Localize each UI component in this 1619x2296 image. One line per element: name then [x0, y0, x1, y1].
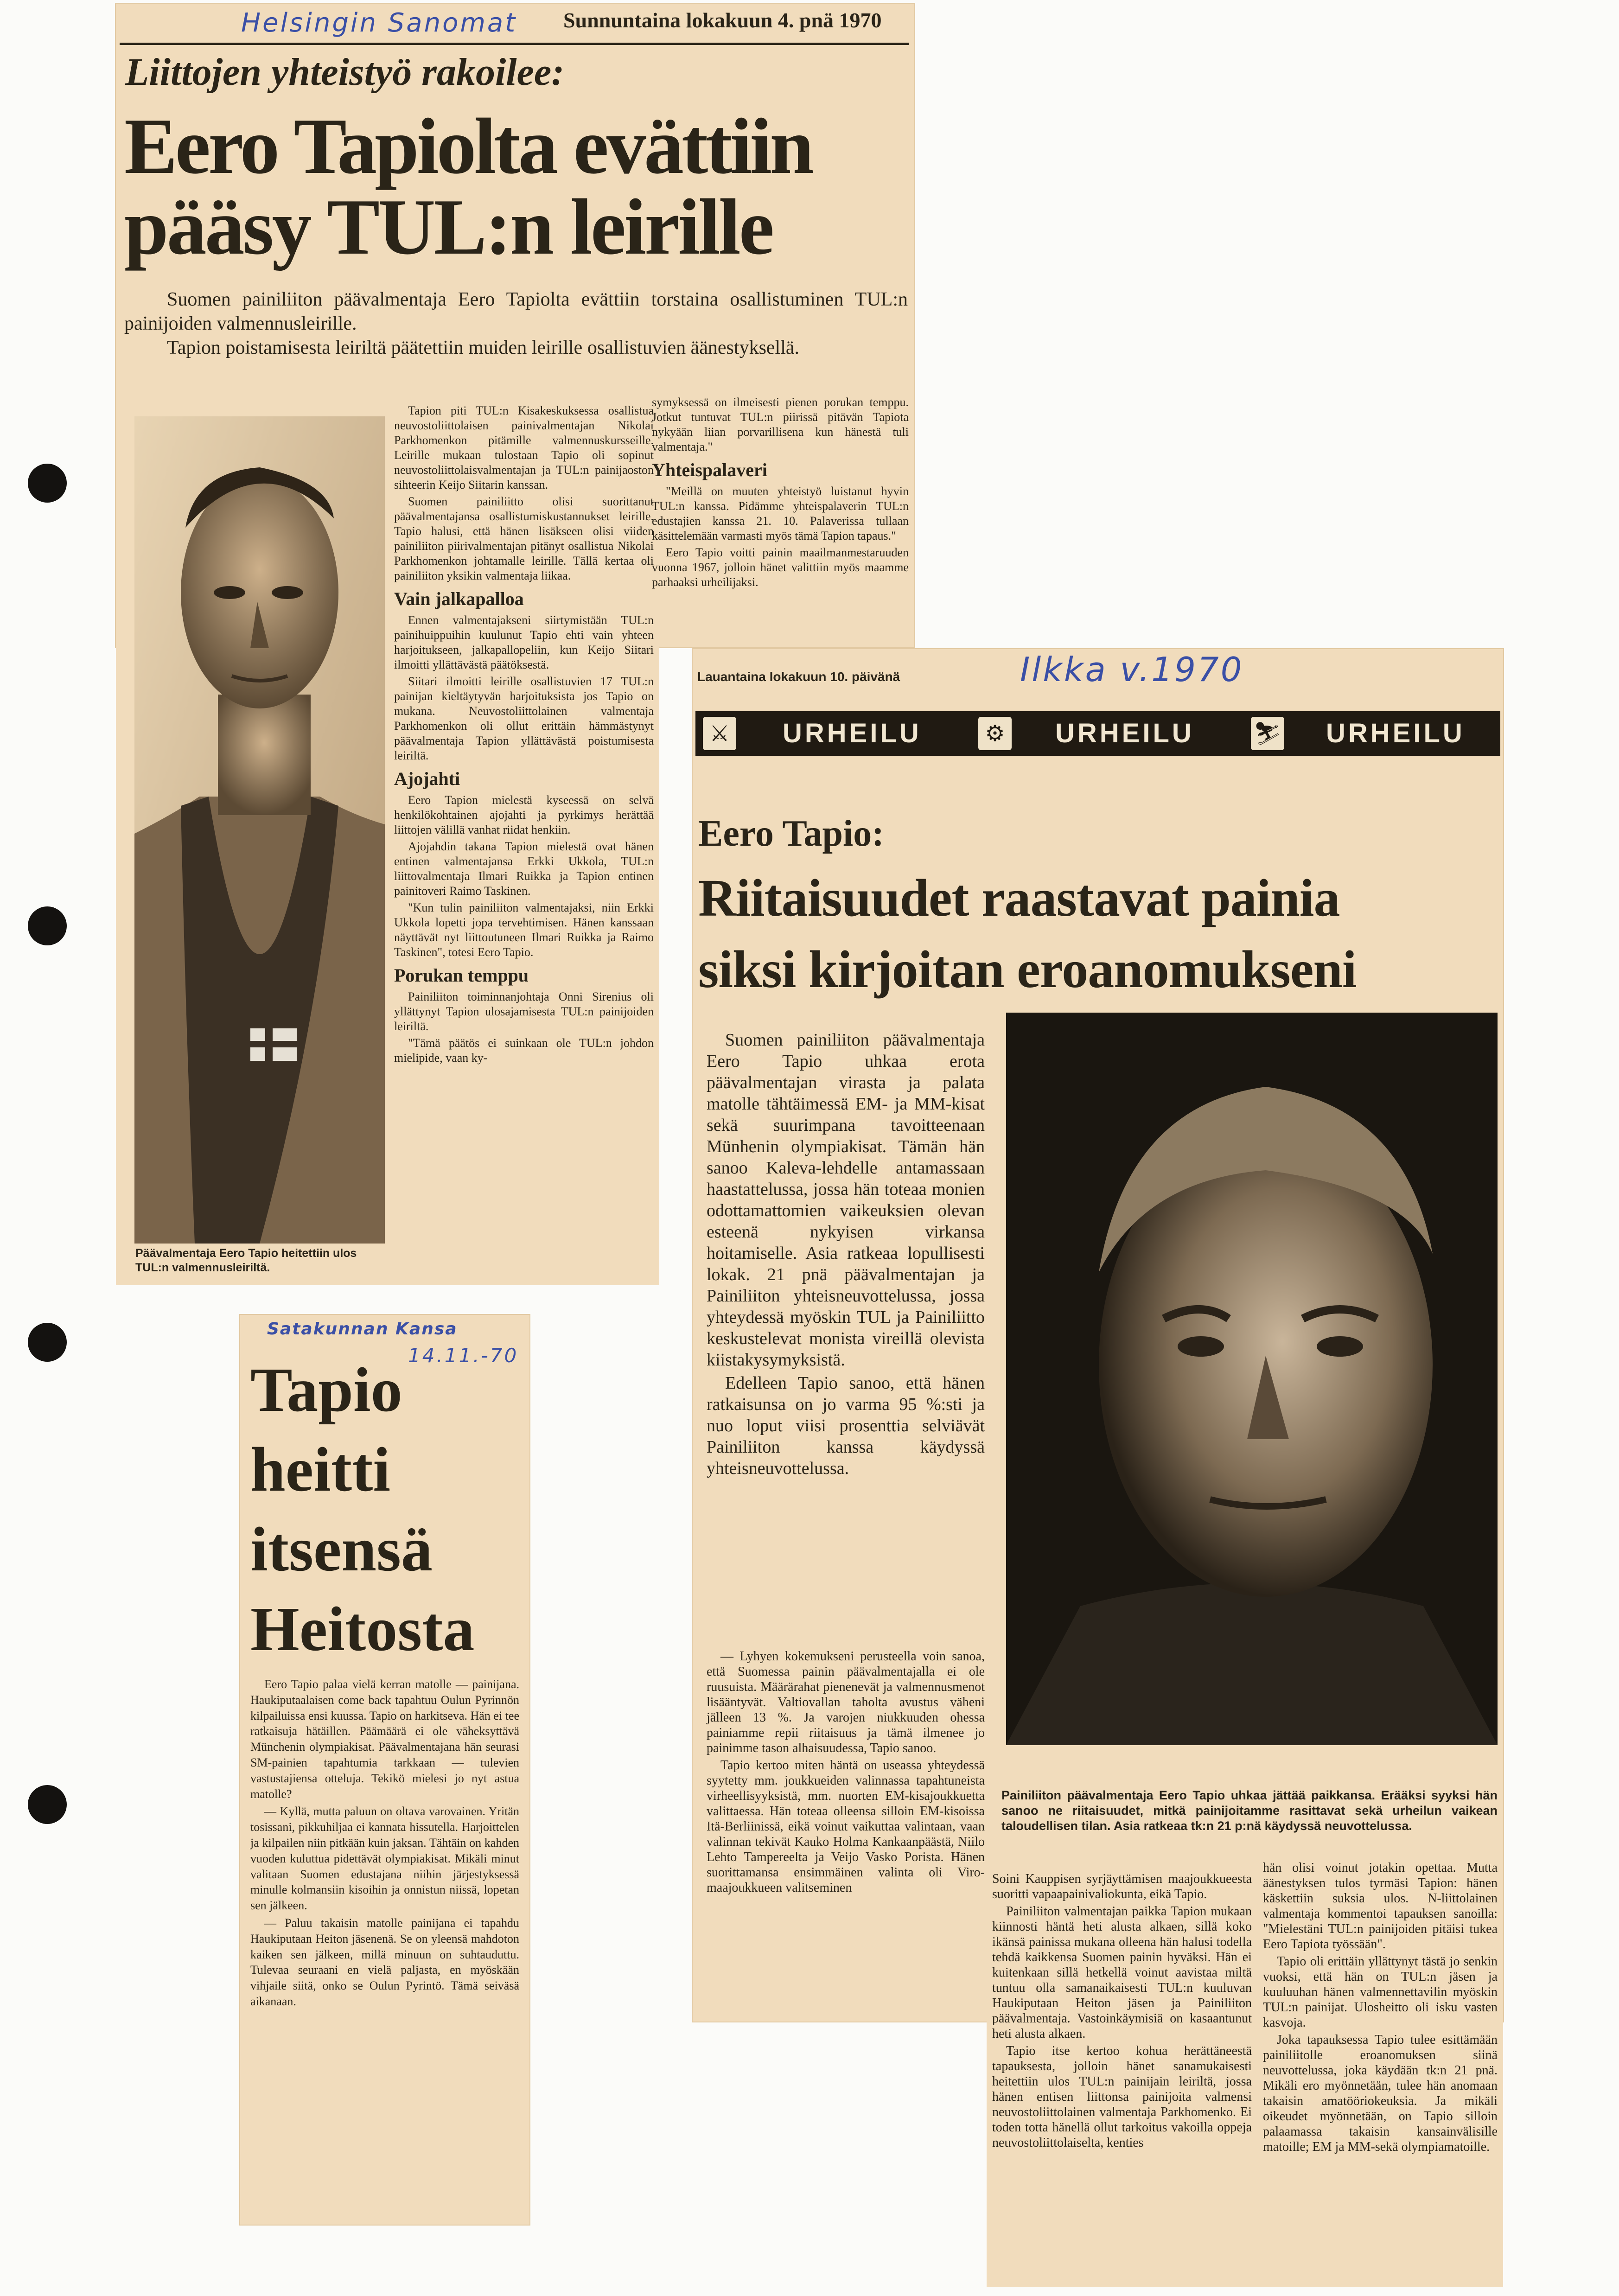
lead-p1: Suomen painiliiton päävalmentaja Eero Tapiolta evättiin torstaina osallistuminen TUL:n painijoiden valmennusleirille. [124, 289, 908, 334]
body-paragraph: — Kyllä, mutta paluun on oltava varovainen. Yritän tosissani, pikkuhiljaa ei kannata hissutella. Harjoittelen ja kilpailen niin pitkään kuin jaksan. Tähtäin on kahden vuoden kuluttua pidettävät olympiakisat. Mikäli minut valitaan Suomen edustajana niihin järjestyksessä minulle kolmansiin kisoihin ja onnistun niissä, lopetan sen jälkeen. [250, 1805, 519, 1913]
article-column [707, 1649, 985, 1897]
body-paragraph: Tapio oli erittäin yllättynyt tästä jo senkin vuoksi, että hän on TUL:n jäsen ja kuuluuhan hänen valmennettavilin myöskin TUL:n painijat. Ulosheitto oli isku vasten kasvoja. [1263, 1954, 1498, 2030]
body-paragraph: Soini Kauppisen syrjäyttämisen maajoukkueesta suoritti vapaapainivaliokunta, eikä Tapio. [992, 1872, 1252, 1901]
article-column-2 [652, 395, 909, 592]
banner-icon-cycling: ⚙ [978, 717, 1012, 750]
body-paragraph: Eero Tapio palaa vielä kerran matolle — painijana. Haukiputaalaisen come back tapahtuu Oulun Pyrinnön kilpailuissa ensi kuussa. Tapio on harkitseva. Hän ei tee ratkaisuja hätäillen. Päämäärä ei ole väheksyttävä Münchenin olympiakisat. Päävalmentajana hän seurasi SM-painien tapahtumia tarkkaan — tulevien vastustajiensa otteluja. Tekikö mielesi jo nyt astua matolle? [250, 1677, 519, 1801]
handwritten-source: Helsingin Sanomat [241, 8, 517, 38]
article-body [250, 1677, 519, 2011]
body-paragraph: Ajojahdin takana Tapion mielestä ovat hänen entinen valmentajansa Erkki Ukkola, TUL:n liittovalmentaja Ilmari Ruikka ja Tapion entinen painitoveri Raimo Taskinen. [394, 840, 654, 898]
banner-label: URHEILU [783, 718, 922, 748]
kicker: Eero Tapio: [698, 813, 884, 854]
photo-eero-tapio-wrestler [134, 416, 385, 1244]
article-lead-column [707, 1029, 985, 1481]
lead-text [124, 287, 908, 360]
subheading: Ajojahti [394, 768, 460, 789]
handwritten-date: 14.11.-70 [408, 1344, 519, 1367]
section-banner [695, 711, 1500, 756]
headline-line1: Riitaisuudet raastavat painia [698, 868, 1340, 927]
binder-hole [28, 464, 67, 503]
body-paragraph: Tapion piti TUL:n Kisakeskuksessa osallistua neuvostoliittolaisen painivalmentajan Nikolai Parkhomenkon pitämille valmennuskursseille. Leirille mukaan tulostaan Tapio oli sopinut neuvostoliittolaisvalmentajan ja TUL:n painijaoston sihteerin Keijo Siitarin kanssan. [394, 404, 654, 491]
body-paragraph: Tapio kertoo miten häntä on useassa yhteydessä syytetty mm. joukkueiden valinnassa tapahtuneista virheellisyyksistä, mm. nuorten EM-kisajoukkuetta valittaessa. Hän toteaa olleensa silloin EM-kisoissa Itä-Berliinissä, eikä voinut vaikuttaa valintaan, vaan valinnan tekivät Kauko Holma Kankaanpäästä, Niilo Lehto Tampereelta ja Veijo Vasko Porista. Hänen suorittamansa ensimmäinen valinta oli Viro-maajoukkueen valitseminen [707, 1758, 985, 1895]
headline-line: Tapio [250, 1355, 402, 1425]
binder-hole [28, 906, 67, 945]
body-paragraph: Painiliiton toiminnanjohtaja Onni Sirenius oli yllättynyt Tapion ulosajamisesta TUL:n painijoiden leiriltä. [394, 990, 654, 1033]
dateline: Sunnuntaina lokakuun 4. pnä 1970 [563, 8, 882, 32]
headline-line2: siksi kirjoitan eroanomukseni [698, 940, 1357, 999]
headline-line: heitti [250, 1435, 391, 1505]
article-column-1 [394, 403, 654, 1067]
body-paragraph: "Kun tulin painiliiton valmentajaksi, niin Erkki Ukkola lopetti jopa tervehtimisen. Hänen kanssaan näyttävät nyt liittoutuneen Ilmari Ruikka ja Raimo Taskinen", totesi Eero Tapio. [394, 901, 654, 959]
subheading: Yhteispalaveri [652, 459, 767, 480]
rule [120, 43, 909, 45]
body-paragraph: — Paluu takaisin matolle painijana ei tapahdu Haukiputaan Heiton jäsenenä. Se on yleensä mahdoton kaiken sen jälkeen, millä minuun on suhtauduttu. Tulevaa seuraani en vielä paljasta, en myöskään vihjaile siitä, onko se Oulun Pyrintö. Tämä seiväsä aikanaan. [250, 1916, 519, 2008]
subheading: Vain jalkapalloa [394, 588, 524, 609]
headline-line: Heitosta [250, 1594, 475, 1664]
body-paragraph: Eero Tapio voitti painin maailmanmestaruuden vuonna 1967, jolloin hänet valittiin myös maamme parhaaksi urheilijaksi. [652, 546, 909, 589]
article-column [992, 1871, 1252, 2152]
kicker: Liittojen yhteistyö rakoilee: [125, 51, 565, 94]
subheading: Porukan temppu [394, 965, 529, 986]
body-paragraph: Painiliiton valmentajan paikka Tapion mukaan kiinnosti häntä heti alusta alkaen, sillä koko ikänsä painissa mukana olleena hän halusi todella tehdä kaikkensa Suomen painin hyväksi. Hän ei kuitenkaan sillä hetkellä voinut aavistaa miltä tuntuu olla samanaikaisesti TUL:n kuuluvan Haukiputaan Heiton jäsen ja Painiliiton päävalmentaja. Vastoinkäymisiä on kasaantunut heti alusta alkaen. [992, 1904, 1252, 2041]
body-paragraph: Eero Tapion mielestä kyseessä on selvä henkilökohtainen ajojahti ja pyrkimys herättää liittojen välillä vanhat riidat henkiin. [394, 793, 654, 836]
article-column [1263, 1860, 1498, 2156]
body-paragraph: "Tämä päätös ei suinkaan ole TUL:n johdon mielipide, vaan ky- [394, 1036, 654, 1065]
lead-p2: Tapion poistamisesta leiriltä päätettiin muiden leirille osallistuvien äänestyksellä. [167, 337, 800, 358]
banner-label: URHEILU [1055, 718, 1194, 748]
handwritten-source: Ilkka v.1970 [1020, 650, 1244, 689]
wrestler-photo-image [134, 416, 385, 1244]
headline-line1: Eero Tapiolta evättiin [124, 102, 812, 191]
photo-caption: Painiliiton päävalmentaja Eero Tapio uhkaa jättää paikkansa. Erääksi syyksi hän sanoo ne riitaisuudet, mitkä painijoitamme rasittavat sekä urheilun vaikean taloudellisen tilan. Asia ratkeaa tk:n 21 p:nä käydyssä neuvottelussa. [1001, 1788, 1498, 1833]
body-paragraph: "Meillä on muuten yhteistyö luistanut hyvin TUL:n kanssa. Pidämme yhteispalaverin TUL:n edustajien kanssa 21. 10. Palaverissa tullaan käsittelemään varmasti myös tämä Tapion tapaus." [652, 485, 909, 542]
banner-icon-skiing: ⛷ [1251, 717, 1284, 750]
binder-hole [28, 1785, 67, 1824]
body-paragraph: Siitari ilmoitti leirille osallistuvien 17 TUL:n painijan kieltäytyvän harjoituksista jos Tapio on mukana. Neuvostoliittolainen valmentaja Parkhomenkon oli ollut erittäin hämmästynyt päävalmentaja Tapion yllättävästä poistumisesta leiriltä. [394, 675, 654, 762]
headline [250, 1350, 474, 1669]
banner-label: URHEILU [1326, 718, 1465, 748]
handwritten-source: Satakunnan Kansa [267, 1320, 458, 1339]
portrait-photo-image [1006, 1013, 1498, 1745]
headline-line: itsensä [250, 1515, 433, 1584]
body-paragraph: symyksessä on ilmeisesti pienen porukan temppu. Jotkut tuntuvat TUL:n piirissä pitävän Tapiota nykyään liian porvarillisena kun hänestä tuli valmentaja." [652, 395, 909, 453]
binder-hole [28, 1323, 67, 1362]
body-paragraph: Suomen painiliitto olisi suorittanut päävalmentajansa osallistumiskustannukset leirille. Tapio halusi, että hänen lisäkseen olisi viiden painiliiton piirivalmentajan pitänyt osallistua Nikolai Parkhomenkon johtamalle leirille. Tällä kertaa oli painiliiton yksikin valmentaja liikaa. [394, 495, 654, 582]
headline-line2: pääsy TUL:n leirille [124, 183, 773, 271]
photo-eero-tapio-portrait [1006, 1013, 1498, 1745]
photo-caption: Päävalmentaja Eero Tapio heitettiin ulos TUL:n valmennusleiriltä. [135, 1247, 357, 1274]
body-paragraph: Edelleen Tapio sanoo, että hänen ratkaisunsa on jo varma 95 %:sti ja nuo loput viisi prosenttia selviävät Painiliiton kanssa käydyssä yhteisneuvottelussa. [707, 1373, 985, 1478]
body-paragraph: Tapio itse kertoo kohua herättäneestä tapauksesta, jolloin hänet sanamukaisesti heitettiin ulos TUL:n painijain leiriltä, jossa hänen entisen liittonsa painijoita valmensi neuvostoliittolainen valmentaja Parkhomenko. Ei toden totta hänellä ollut tarkoitus vakoilla oppeja neuvostoliittolaiselta, kenties [992, 2044, 1252, 2150]
body-paragraph: Suomen painiliiton päävalmentaja Eero Tapio uhkaa erota päävalmentajan virasta ja palata matolle tähtäimessä EM- ja MM-kisat sekä suurimpana tavoitteenaan Münhenin olympiakisat. Tämän hän sanoo Kaleva-lehdelle antamassaan haastattelussa, jossa hän toteaa monien odottamattomien vaikeuksien olevan esteenä nykyisen virkansa hoitamiselle. Asia ratkeaa lopullisesti lokak. 21 pnä päävalmentajan ja Painiliiton yhteisneuvottelussa, jossa yhteydessä myöskin TUL ja Painiliitto keskustelevat monista vireillä olevista kiistakysymyksistä. [707, 1030, 985, 1370]
body-paragraph: Joka tapauksessa Tapio tulee esittämään painiliitolle eroanomuksen siinä neuvottelussa, joka käydään tk:n 21 pnä. Mikäli ero myönnetään, tulee hän anomaan takaisin amatööriokeuksia. Ja mikäli oikeudet myönnetään, on Tapio silloin palaamassa takaisin kansainvälisille matoille; EM ja MM-sekä olympiamatoille. [1263, 2033, 1498, 2154]
dateline: Lauantaina lokakuun 10. päivänä [697, 670, 900, 684]
body-paragraph: hän olisi voinut jotakin opettaa. Mutta äänestyksen tulos tyrmäsi Tapion: hänen käskettiin suksia ulos. N-liittolainen valmentaja kommentoi tapauksen sanoilla: "Mielestäni TUL:n painijoiden pitäisi tukea Eero Tapiota työssään". [1263, 1861, 1498, 1952]
body-paragraph: Ennen valmentajakseni siirtymistään TUL:n painihuippuihin kuulunut Tapio ehti vain yhteen harjoitukseen, jalkapallopeliin, kun Keijo Siitari ilmoitti yllättävästä päätöksestä. [394, 613, 654, 671]
banner-icon-wrestling: ⚔ [703, 717, 736, 750]
body-paragraph: — Lyhyen kokemukseni perusteella voin sanoa, että Suomessa painin päävalmentajalla ei ole ruusuista. Määrärahat pienenevät ja valmennusmenot lisääntyvät. Valtiovallan taholta avustus väheni jälleen 13 %. Ja varojen niukkuuden ohessa painiamme repii riitaisuus ja tämä ilmenee jo painimme tason alhaisuudessa, Tapio sanoo. [707, 1649, 985, 1755]
